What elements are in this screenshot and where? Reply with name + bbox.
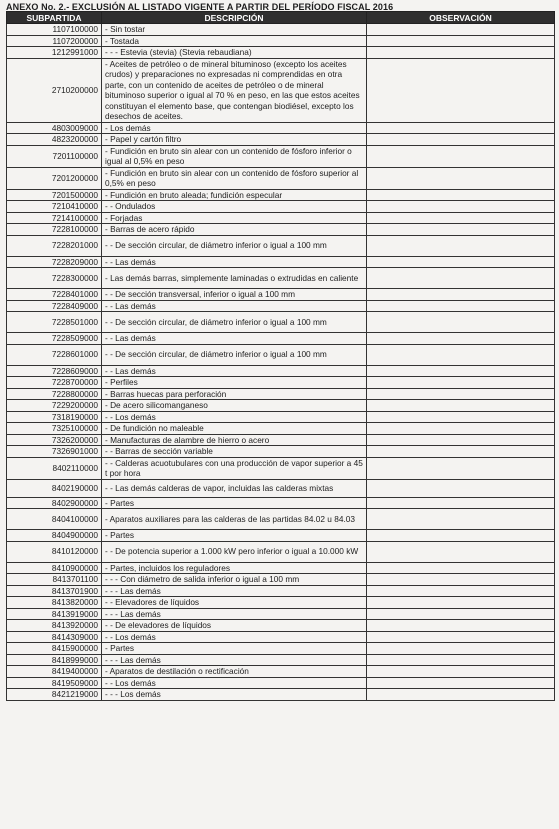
subpartida-cell: 8413920000 (7, 620, 102, 632)
observacion-cell (367, 344, 555, 365)
subpartida-cell: 8413820000 (7, 597, 102, 609)
table-row (7, 134, 555, 146)
descripcion-cell: - Aparatos auxiliares para las calderas de las partidas 84.02 u 84.03 (102, 509, 367, 530)
observacion-cell (367, 24, 555, 36)
subpartida-cell: 7326200000 (7, 434, 102, 446)
descripcion-cell: - - Calderas acuotubulares con una producción de vapor superior a 45 t por hora (102, 457, 367, 479)
observacion-cell (367, 201, 555, 213)
table-row (7, 497, 555, 509)
observacion-cell (367, 677, 555, 689)
descripcion-cell: - - De elevadores de líquidos (102, 620, 367, 632)
table-row (7, 411, 555, 423)
observacion-cell (367, 289, 555, 301)
observacion-cell (367, 509, 555, 530)
descripcion-cell: - Barras de acero rápido (102, 224, 367, 236)
subpartida-cell: 7228501000 (7, 312, 102, 333)
observacion-cell (367, 122, 555, 134)
descripcion-cell: - Manufacturas de alambre de hierro o acero (102, 434, 367, 446)
column-header-descripcion: DESCRIPCIÓN (102, 12, 367, 24)
descripcion-cell: - Aceites de petróleo o de mineral bituminoso (excepto los aceites crudos) y preparaciones no expresadas ni comprendidas en otra parte, con un contenido de aceites de petróleo o de mineral bituminoso superior o igual al 70 % en peso, en las que estos aceites constituyan el elemento base, que contengan biodiésel, excepto los desechos de aceites. (102, 58, 367, 122)
descripcion-cell: - - - Las demás (102, 654, 367, 666)
observacion-cell (367, 167, 555, 189)
subpartida-cell: 8418999000 (7, 654, 102, 666)
table-row (7, 268, 555, 289)
descripcion-cell: - Tostada (102, 35, 367, 47)
subpartida-cell: 1107100000 (7, 24, 102, 36)
subpartida-cell: 8413701900 (7, 585, 102, 597)
subpartida-cell: 8402900000 (7, 497, 102, 509)
subpartida-cell: 8414309000 (7, 631, 102, 643)
table-row (7, 677, 555, 689)
column-header-observacion: OBSERVACIÓN (367, 12, 555, 24)
table-row (7, 289, 555, 301)
subpartida-cell: 7228401000 (7, 289, 102, 301)
table-row (7, 145, 555, 167)
descripcion-cell: - - - Las demás (102, 608, 367, 620)
table-row (7, 47, 555, 59)
subpartida-cell: 8410120000 (7, 541, 102, 562)
descripcion-cell: - Fundición en bruto sin alear con un contenido de fósforo inferior o igual al 0,5% en peso (102, 145, 367, 167)
observacion-cell (367, 256, 555, 268)
subpartida-cell: 7228609000 (7, 365, 102, 377)
observacion-cell (367, 189, 555, 201)
descripcion-cell: - Sin tostar (102, 24, 367, 36)
table-row (7, 643, 555, 655)
observacion-cell (367, 666, 555, 678)
table-row (7, 388, 555, 400)
table-row (7, 666, 555, 678)
subpartida-cell: 8413701100 (7, 574, 102, 586)
observacion-cell (367, 58, 555, 122)
descripcion-cell: - - Los demás (102, 411, 367, 423)
observacion-cell (367, 268, 555, 289)
observacion-cell (367, 145, 555, 167)
subpartida-cell: 7228209000 (7, 256, 102, 268)
subpartida-cell: 8419509000 (7, 677, 102, 689)
table-row (7, 574, 555, 586)
observacion-cell (367, 333, 555, 345)
table-row (7, 585, 555, 597)
table-row (7, 446, 555, 458)
table-row (7, 400, 555, 412)
observacion-cell (367, 597, 555, 609)
observacion-cell (367, 224, 555, 236)
table-row (7, 689, 555, 701)
table-row (7, 312, 555, 333)
observacion-cell (367, 388, 555, 400)
table-row (7, 235, 555, 256)
descripcion-cell: - De fundición no maleable (102, 423, 367, 435)
table-row (7, 457, 555, 479)
table-row (7, 167, 555, 189)
table-row (7, 58, 555, 122)
subpartida-cell: 8421219000 (7, 689, 102, 701)
subpartida-cell: 8404100000 (7, 509, 102, 530)
subpartida-cell: 8413919000 (7, 608, 102, 620)
descripcion-cell: - - - Con diámetro de salida inferior o igual a 100 mm (102, 574, 367, 586)
table-row (7, 24, 555, 36)
observacion-cell (367, 300, 555, 312)
observacion-cell (367, 530, 555, 542)
subpartida-cell: 7228509000 (7, 333, 102, 345)
table-row (7, 608, 555, 620)
observacion-cell (367, 312, 555, 333)
observacion-cell (367, 377, 555, 389)
descripcion-cell: - - Las demás (102, 256, 367, 268)
descripcion-cell: - - Las demás (102, 333, 367, 345)
subpartida-cell: 8402190000 (7, 479, 102, 497)
subpartida-cell: 7228601000 (7, 344, 102, 365)
table-row (7, 377, 555, 389)
observacion-cell (367, 497, 555, 509)
observacion-cell (367, 134, 555, 146)
subpartida-cell: 7228300000 (7, 268, 102, 289)
table-row (7, 224, 555, 236)
table-row (7, 509, 555, 530)
subpartida-cell: 7201200000 (7, 167, 102, 189)
descripcion-cell: - - De sección circular, de diámetro inferior o igual a 100 mm (102, 235, 367, 256)
subpartida-cell: 7318190000 (7, 411, 102, 423)
subpartida-cell: 7228800000 (7, 388, 102, 400)
observacion-cell (367, 434, 555, 446)
descripcion-cell: - - De sección circular, de diámetro inferior o igual a 100 mm (102, 312, 367, 333)
observacion-cell (367, 631, 555, 643)
subpartida-cell: 7201100000 (7, 145, 102, 167)
subpartida-cell: 7201500000 (7, 189, 102, 201)
observacion-cell (367, 562, 555, 574)
observacion-cell (367, 620, 555, 632)
observacion-cell (367, 423, 555, 435)
observacion-cell (367, 457, 555, 479)
subpartida-cell: 1107200000 (7, 35, 102, 47)
table-row (7, 122, 555, 134)
subpartida-cell: 7228409000 (7, 300, 102, 312)
subpartida-cell: 8402110000 (7, 457, 102, 479)
table-row (7, 654, 555, 666)
table-header-row (7, 12, 555, 24)
descripcion-cell: - Partes (102, 530, 367, 542)
subpartida-cell: 7229200000 (7, 400, 102, 412)
descripcion-cell: - Fundición en bruto aleada; fundición especular (102, 189, 367, 201)
subpartida-cell: 7326901000 (7, 446, 102, 458)
observacion-cell (367, 585, 555, 597)
table-row (7, 620, 555, 632)
observacion-cell (367, 446, 555, 458)
descripcion-cell: - - Las demás calderas de vapor, incluidas las calderas mixtas (102, 479, 367, 497)
observacion-cell (367, 574, 555, 586)
subpartida-cell: 1212991000 (7, 47, 102, 59)
subpartida-cell: 4823200000 (7, 134, 102, 146)
observacion-cell (367, 608, 555, 620)
descripcion-cell: - - De potencia superior a 1.000 kW pero inferior o igual a 10.000 kW (102, 541, 367, 562)
subpartida-cell: 7228700000 (7, 377, 102, 389)
descripcion-cell: - Papel y cartón filtro (102, 134, 367, 146)
descripcion-cell: - Perfiles (102, 377, 367, 389)
table-row (7, 212, 555, 224)
observacion-cell (367, 689, 555, 701)
descripcion-cell: - - Las demás (102, 300, 367, 312)
descripcion-cell: - Aparatos de destilación o rectificación (102, 666, 367, 678)
subpartida-cell: 7228201000 (7, 235, 102, 256)
subpartida-cell: 8419400000 (7, 666, 102, 678)
table-row (7, 479, 555, 497)
descripcion-cell: - Barras huecas para perforación (102, 388, 367, 400)
subpartida-cell: 8415900000 (7, 643, 102, 655)
observacion-cell (367, 654, 555, 666)
descripcion-cell: - - Ondulados (102, 201, 367, 213)
table-row (7, 300, 555, 312)
table-row (7, 365, 555, 377)
observacion-cell (367, 365, 555, 377)
observacion-cell (367, 212, 555, 224)
table-row (7, 256, 555, 268)
descripcion-cell: - - De sección circular, de diámetro inferior o igual a 100 mm (102, 344, 367, 365)
subpartida-cell: 8404900000 (7, 530, 102, 542)
descripcion-cell: - - - Las demás (102, 585, 367, 597)
subpartida-cell: 4803009000 (7, 122, 102, 134)
table-row (7, 344, 555, 365)
descripcion-cell: - - Barras de sección variable (102, 446, 367, 458)
descripcion-cell: - Forjadas (102, 212, 367, 224)
descripcion-cell: - - Las demás (102, 365, 367, 377)
table-row (7, 189, 555, 201)
subpartida-cell: 7214100000 (7, 212, 102, 224)
annex-title: ANEXO No. 2.- EXCLUSIÓN AL LISTADO VIGENTE A PARTIR DEL PERÍODO FISCAL 2016 (6, 2, 394, 12)
subpartida-cell: 7210410000 (7, 201, 102, 213)
descripcion-cell: - Partes (102, 643, 367, 655)
descripcion-cell: - - De sección transversal, inferior o igual a 100 mm (102, 289, 367, 301)
descripcion-cell: - Los demás (102, 122, 367, 134)
observacion-cell (367, 235, 555, 256)
observacion-cell (367, 643, 555, 655)
table-row (7, 434, 555, 446)
observacion-cell (367, 411, 555, 423)
descripcion-cell: - Partes, incluidos los reguladores (102, 562, 367, 574)
subpartida-cell: 2710200000 (7, 58, 102, 122)
descripcion-cell: - - - Estevia (stevia) (Stevia rebaudiana) (102, 47, 367, 59)
subpartida-cell: 7325100000 (7, 423, 102, 435)
subpartida-cell: 8410900000 (7, 562, 102, 574)
descripcion-cell: - - Los demás (102, 631, 367, 643)
observacion-cell (367, 35, 555, 47)
table-row (7, 201, 555, 213)
descripcion-cell: - Fundición en bruto sin alear con un contenido de fósforo superior al 0,5% en peso (102, 167, 367, 189)
table-row (7, 541, 555, 562)
subpartida-cell: 7228100000 (7, 224, 102, 236)
observacion-cell (367, 400, 555, 412)
column-header-subpartida: SUBPARTIDA (7, 12, 102, 24)
table-row (7, 423, 555, 435)
exclusion-table (6, 11, 555, 701)
descripcion-cell: - Partes (102, 497, 367, 509)
table-row (7, 631, 555, 643)
table-row (7, 530, 555, 542)
descripcion-cell: - - Elevadores de líquidos (102, 597, 367, 609)
table-row (7, 562, 555, 574)
observacion-cell (367, 541, 555, 562)
descripcion-cell: - - - Los demás (102, 689, 367, 701)
table-row (7, 597, 555, 609)
descripcion-cell: - De acero silicomanganeso (102, 400, 367, 412)
descripcion-cell: - - Los demás (102, 677, 367, 689)
descripcion-cell: - Las demás barras, simplemente laminadas o extrudidas en caliente (102, 268, 367, 289)
observacion-cell (367, 47, 555, 59)
table-row (7, 35, 555, 47)
table-row (7, 333, 555, 345)
observacion-cell (367, 479, 555, 497)
